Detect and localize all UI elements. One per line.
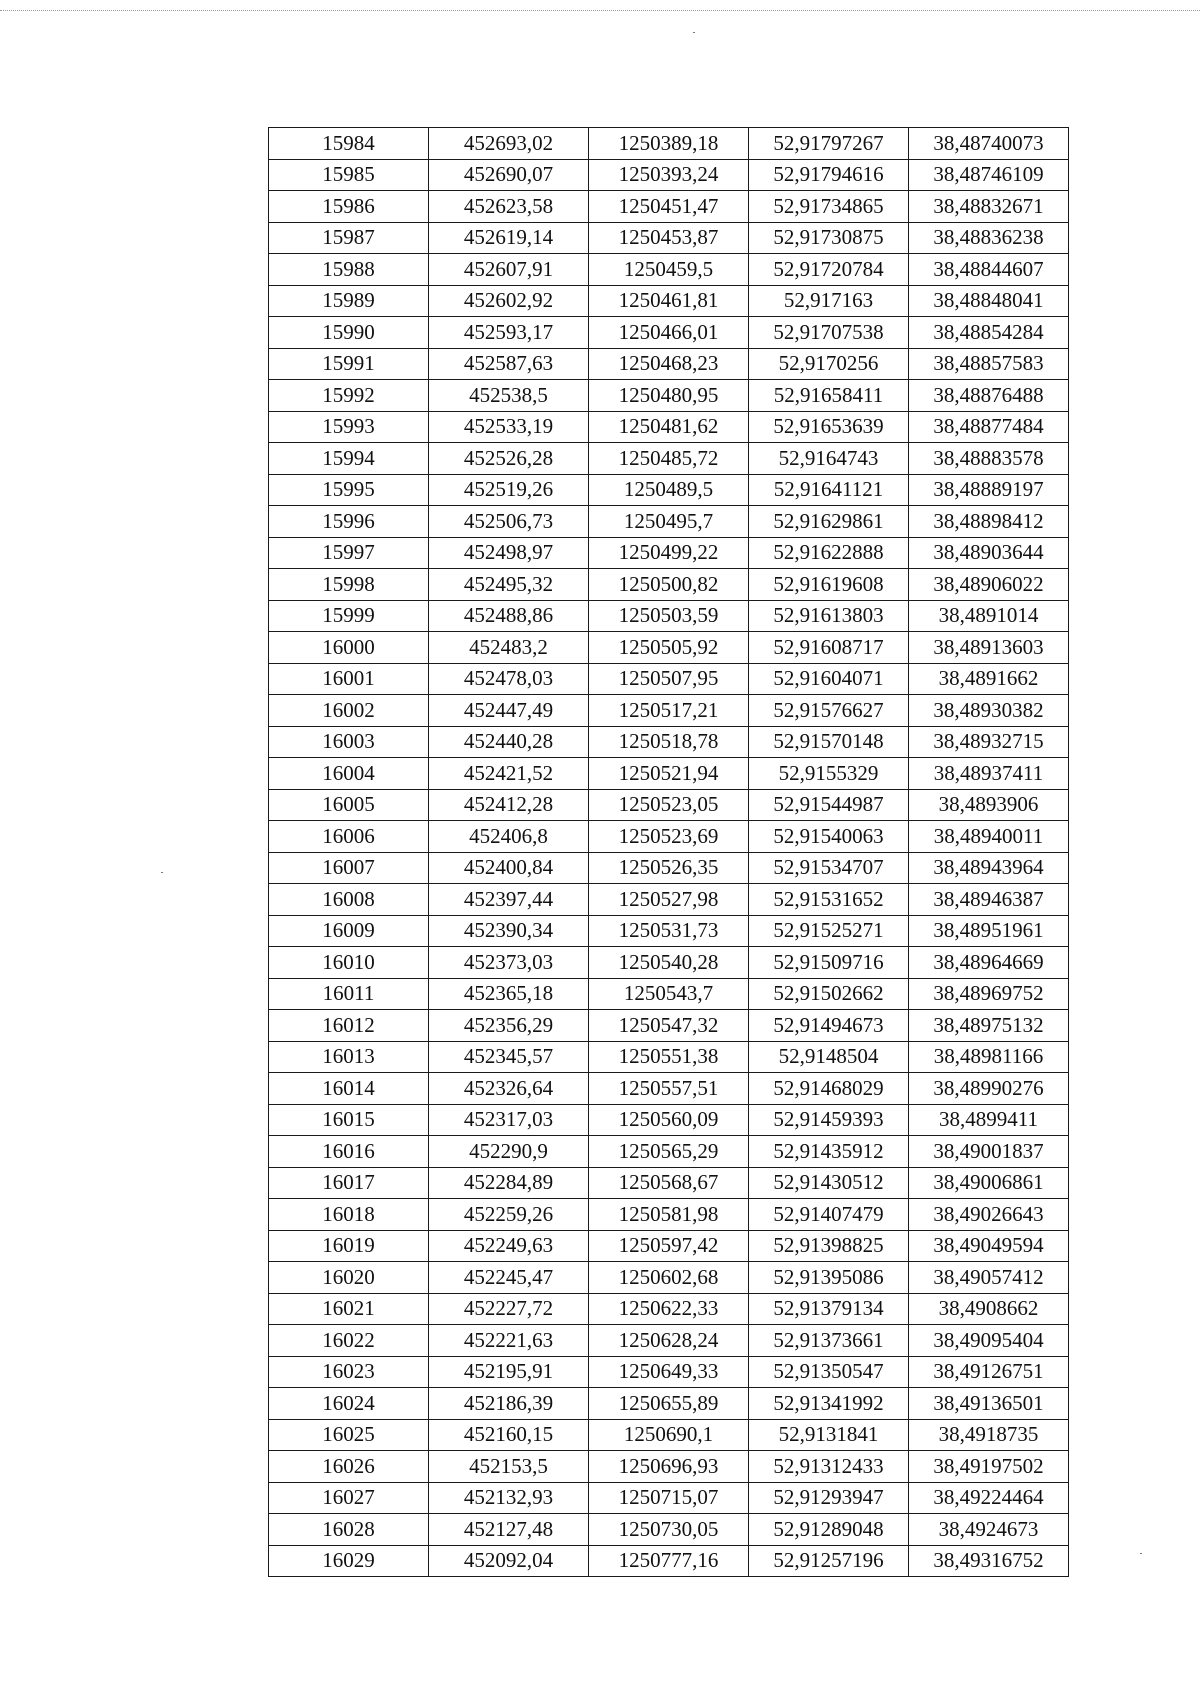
point-number-cell: 15990 [269,317,429,349]
table-row [269,978,1069,1010]
longitude-cell: 38,48969752 [909,978,1069,1010]
longitude-cell: 38,48951961 [909,915,1069,947]
point-number-cell: 16011 [269,978,429,1010]
longitude-cell: 38,4908662 [909,1293,1069,1325]
latitude-cell: 52,91459393 [749,1104,909,1136]
table-row [269,1482,1069,1514]
y-coordinate-cell: 1250628,24 [589,1325,749,1357]
y-coordinate-cell: 1250715,07 [589,1482,749,1514]
x-coordinate-cell: 452221,63 [429,1325,589,1357]
longitude-cell: 38,48746109 [909,159,1069,191]
y-coordinate-cell: 1250481,62 [589,411,749,443]
x-coordinate-cell: 452127,48 [429,1514,589,1546]
point-number-cell: 15989 [269,285,429,317]
table-row [269,222,1069,254]
latitude-cell: 52,9131841 [749,1419,909,1451]
latitude-cell: 52,91576627 [749,695,909,727]
longitude-cell: 38,48932715 [909,726,1069,758]
longitude-cell: 38,48913603 [909,632,1069,664]
point-number-cell: 15994 [269,443,429,475]
y-coordinate-cell: 1250526,35 [589,852,749,884]
point-number-cell: 15998 [269,569,429,601]
latitude-cell: 52,9164743 [749,443,909,475]
x-coordinate-cell: 452483,2 [429,632,589,664]
y-coordinate-cell: 1250518,78 [589,726,749,758]
longitude-cell: 38,48937411 [909,758,1069,790]
scan-top-edge [0,10,1200,11]
point-number-cell: 15988 [269,254,429,286]
table-row [269,1073,1069,1105]
x-coordinate-cell: 452498,97 [429,537,589,569]
point-number-cell: 16005 [269,789,429,821]
x-coordinate-cell: 452488,86 [429,600,589,632]
latitude-cell: 52,91653639 [749,411,909,443]
point-number-cell: 15986 [269,191,429,223]
longitude-cell: 38,48876488 [909,380,1069,412]
y-coordinate-cell: 1250505,92 [589,632,749,664]
latitude-cell: 52,91435912 [749,1136,909,1168]
point-number-cell: 16007 [269,852,429,884]
y-coordinate-cell: 1250461,81 [589,285,749,317]
x-coordinate-cell: 452400,84 [429,852,589,884]
longitude-cell: 38,48930382 [909,695,1069,727]
x-coordinate-cell: 452538,5 [429,380,589,412]
latitude-cell: 52,91608717 [749,632,909,664]
latitude-cell: 52,91312433 [749,1451,909,1483]
longitude-cell: 38,48854284 [909,317,1069,349]
latitude-cell: 52,91468029 [749,1073,909,1105]
latitude-cell: 52,9148504 [749,1041,909,1073]
x-coordinate-cell: 452587,63 [429,348,589,380]
x-coordinate-cell: 452495,32 [429,569,589,601]
y-coordinate-cell: 1250655,89 [589,1388,749,1420]
y-coordinate-cell: 1250489,5 [589,474,749,506]
y-coordinate-cell: 1250507,95 [589,663,749,695]
point-number-cell: 16000 [269,632,429,664]
longitude-cell: 38,48832671 [909,191,1069,223]
x-coordinate-cell: 452406,8 [429,821,589,853]
longitude-cell: 38,4891662 [909,663,1069,695]
table-row [269,1104,1069,1136]
y-coordinate-cell: 1250495,7 [589,506,749,538]
table-row [269,380,1069,412]
x-coordinate-cell: 452519,26 [429,474,589,506]
latitude-cell: 52,91734865 [749,191,909,223]
table-row [269,1010,1069,1042]
longitude-cell: 38,48946387 [909,884,1069,916]
point-number-cell: 16013 [269,1041,429,1073]
point-number-cell: 16026 [269,1451,429,1483]
table-row [269,1451,1069,1483]
latitude-cell: 52,91544987 [749,789,909,821]
latitude-cell: 52,91629861 [749,506,909,538]
scan-speck [161,872,163,873]
x-coordinate-cell: 452365,18 [429,978,589,1010]
point-number-cell: 16022 [269,1325,429,1357]
coordinates-table [268,127,1069,1577]
table-row [269,411,1069,443]
point-number-cell: 15997 [269,537,429,569]
x-coordinate-cell: 452526,28 [429,443,589,475]
point-number-cell: 15985 [269,159,429,191]
y-coordinate-cell: 1250503,59 [589,600,749,632]
x-coordinate-cell: 452160,15 [429,1419,589,1451]
y-coordinate-cell: 1250568,67 [589,1167,749,1199]
y-coordinate-cell: 1250485,72 [589,443,749,475]
longitude-cell: 38,48857583 [909,348,1069,380]
latitude-cell: 52,91613803 [749,600,909,632]
x-coordinate-cell: 452356,29 [429,1010,589,1042]
longitude-cell: 38,48898412 [909,506,1069,538]
point-number-cell: 16003 [269,726,429,758]
table-row [269,537,1069,569]
coordinates-table-body [269,128,1069,1577]
point-number-cell: 16006 [269,821,429,853]
x-coordinate-cell: 452259,26 [429,1199,589,1231]
y-coordinate-cell: 1250547,32 [589,1010,749,1042]
point-number-cell: 16017 [269,1167,429,1199]
latitude-cell: 52,91430512 [749,1167,909,1199]
y-coordinate-cell: 1250523,69 [589,821,749,853]
x-coordinate-cell: 452623,58 [429,191,589,223]
point-number-cell: 16010 [269,947,429,979]
table-row [269,506,1069,538]
y-coordinate-cell: 1250581,98 [589,1199,749,1231]
longitude-cell: 38,49095404 [909,1325,1069,1357]
point-number-cell: 16019 [269,1230,429,1262]
latitude-cell: 52,91619608 [749,569,909,601]
longitude-cell: 38,4891014 [909,600,1069,632]
y-coordinate-cell: 1250453,87 [589,222,749,254]
point-number-cell: 16004 [269,758,429,790]
y-coordinate-cell: 1250480,95 [589,380,749,412]
x-coordinate-cell: 452693,02 [429,128,589,160]
y-coordinate-cell: 1250602,68 [589,1262,749,1294]
latitude-cell: 52,91794616 [749,159,909,191]
point-number-cell: 15996 [269,506,429,538]
y-coordinate-cell: 1250466,01 [589,317,749,349]
table-row [269,1167,1069,1199]
y-coordinate-cell: 1250500,82 [589,569,749,601]
longitude-cell: 38,48740073 [909,128,1069,160]
y-coordinate-cell: 1250527,98 [589,884,749,916]
table-row [269,663,1069,695]
x-coordinate-cell: 452290,9 [429,1136,589,1168]
table-row [269,128,1069,160]
y-coordinate-cell: 1250649,33 [589,1356,749,1388]
y-coordinate-cell: 1250557,51 [589,1073,749,1105]
latitude-cell: 52,91658411 [749,380,909,412]
table-row [269,1545,1069,1577]
longitude-cell: 38,48836238 [909,222,1069,254]
longitude-cell: 38,49197502 [909,1451,1069,1483]
latitude-cell: 52,91502662 [749,978,909,1010]
x-coordinate-cell: 452195,91 [429,1356,589,1388]
table-row [269,1293,1069,1325]
longitude-cell: 38,4893906 [909,789,1069,821]
point-number-cell: 15987 [269,222,429,254]
latitude-cell: 52,91730875 [749,222,909,254]
longitude-cell: 38,49136501 [909,1388,1069,1420]
x-coordinate-cell: 452227,72 [429,1293,589,1325]
table-row [269,1262,1069,1294]
table-row [269,1356,1069,1388]
longitude-cell: 38,4924673 [909,1514,1069,1546]
y-coordinate-cell: 1250622,33 [589,1293,749,1325]
x-coordinate-cell: 452602,92 [429,285,589,317]
latitude-cell: 52,91257196 [749,1545,909,1577]
table-row [269,852,1069,884]
table-row [269,632,1069,664]
latitude-cell: 52,91494673 [749,1010,909,1042]
y-coordinate-cell: 1250521,94 [589,758,749,790]
point-number-cell: 15999 [269,600,429,632]
table-row [269,317,1069,349]
table-row [269,443,1069,475]
x-coordinate-cell: 452132,93 [429,1482,589,1514]
y-coordinate-cell: 1250531,73 [589,915,749,947]
y-coordinate-cell: 1250523,05 [589,789,749,821]
latitude-cell: 52,91622888 [749,537,909,569]
x-coordinate-cell: 452284,89 [429,1167,589,1199]
table-row [269,695,1069,727]
longitude-cell: 38,48940011 [909,821,1069,853]
y-coordinate-cell: 1250459,5 [589,254,749,286]
point-number-cell: 16023 [269,1356,429,1388]
point-number-cell: 16018 [269,1199,429,1231]
latitude-cell: 52,91604071 [749,663,909,695]
table-row [269,159,1069,191]
x-coordinate-cell: 452440,28 [429,726,589,758]
point-number-cell: 16021 [269,1293,429,1325]
coordinates-table-container [268,127,1068,1577]
latitude-cell: 52,91540063 [749,821,909,853]
table-row [269,789,1069,821]
table-row [269,1419,1069,1451]
table-row [269,254,1069,286]
longitude-cell: 38,48877484 [909,411,1069,443]
point-number-cell: 15995 [269,474,429,506]
y-coordinate-cell: 1250777,16 [589,1545,749,1577]
latitude-cell: 52,9155329 [749,758,909,790]
point-number-cell: 16012 [269,1010,429,1042]
point-number-cell: 16025 [269,1419,429,1451]
longitude-cell: 38,48975132 [909,1010,1069,1042]
table-row [269,1325,1069,1357]
table-row [269,569,1069,601]
longitude-cell: 38,48903644 [909,537,1069,569]
longitude-cell: 38,49316752 [909,1545,1069,1577]
x-coordinate-cell: 452619,14 [429,222,589,254]
point-number-cell: 15993 [269,411,429,443]
table-row [269,821,1069,853]
table-row [269,1199,1069,1231]
latitude-cell: 52,91641121 [749,474,909,506]
longitude-cell: 38,49006861 [909,1167,1069,1199]
point-number-cell: 16015 [269,1104,429,1136]
longitude-cell: 38,48883578 [909,443,1069,475]
longitude-cell: 38,48981166 [909,1041,1069,1073]
point-number-cell: 16024 [269,1388,429,1420]
x-coordinate-cell: 452249,63 [429,1230,589,1262]
table-row [269,1230,1069,1262]
y-coordinate-cell: 1250540,28 [589,947,749,979]
x-coordinate-cell: 452506,73 [429,506,589,538]
latitude-cell: 52,91509716 [749,947,909,979]
latitude-cell: 52,91720784 [749,254,909,286]
y-coordinate-cell: 1250730,05 [589,1514,749,1546]
x-coordinate-cell: 452317,03 [429,1104,589,1136]
x-coordinate-cell: 452478,03 [429,663,589,695]
longitude-cell: 38,48844607 [909,254,1069,286]
point-number-cell: 16014 [269,1073,429,1105]
latitude-cell: 52,91379134 [749,1293,909,1325]
table-row [269,191,1069,223]
longitude-cell: 38,48889197 [909,474,1069,506]
table-row [269,884,1069,916]
x-coordinate-cell: 452412,28 [429,789,589,821]
latitude-cell: 52,91797267 [749,128,909,160]
table-row [269,1514,1069,1546]
point-number-cell: 16016 [269,1136,429,1168]
point-number-cell: 16009 [269,915,429,947]
latitude-cell: 52,91531652 [749,884,909,916]
y-coordinate-cell: 1250565,29 [589,1136,749,1168]
x-coordinate-cell: 452092,04 [429,1545,589,1577]
latitude-cell: 52,91373661 [749,1325,909,1357]
point-number-cell: 16028 [269,1514,429,1546]
latitude-cell: 52,91407479 [749,1199,909,1231]
latitude-cell: 52,91525271 [749,915,909,947]
longitude-cell: 38,4918735 [909,1419,1069,1451]
longitude-cell: 38,49049594 [909,1230,1069,1262]
latitude-cell: 52,91395086 [749,1262,909,1294]
table-row [269,285,1069,317]
y-coordinate-cell: 1250597,42 [589,1230,749,1262]
latitude-cell: 52,91570148 [749,726,909,758]
longitude-cell: 38,49126751 [909,1356,1069,1388]
y-coordinate-cell: 1250499,22 [589,537,749,569]
table-row [269,726,1069,758]
x-coordinate-cell: 452245,47 [429,1262,589,1294]
longitude-cell: 38,48943964 [909,852,1069,884]
x-coordinate-cell: 452345,57 [429,1041,589,1073]
point-number-cell: 16008 [269,884,429,916]
y-coordinate-cell: 1250389,18 [589,128,749,160]
scan-speck [693,32,695,33]
longitude-cell: 38,49001837 [909,1136,1069,1168]
point-number-cell: 16001 [269,663,429,695]
y-coordinate-cell: 1250696,93 [589,1451,749,1483]
latitude-cell: 52,91398825 [749,1230,909,1262]
x-coordinate-cell: 452397,44 [429,884,589,916]
longitude-cell: 38,49026643 [909,1199,1069,1231]
x-coordinate-cell: 452690,07 [429,159,589,191]
table-row [269,1136,1069,1168]
table-row [269,1041,1069,1073]
longitude-cell: 38,48964669 [909,947,1069,979]
latitude-cell: 52,917163 [749,285,909,317]
longitude-cell: 38,4899411 [909,1104,1069,1136]
x-coordinate-cell: 452326,64 [429,1073,589,1105]
y-coordinate-cell: 1250690,1 [589,1419,749,1451]
point-number-cell: 15991 [269,348,429,380]
scan-speck [1140,1553,1142,1554]
longitude-cell: 38,48990276 [909,1073,1069,1105]
latitude-cell: 52,91289048 [749,1514,909,1546]
x-coordinate-cell: 452421,52 [429,758,589,790]
longitude-cell: 38,49224464 [909,1482,1069,1514]
latitude-cell: 52,9170256 [749,348,909,380]
longitude-cell: 38,48906022 [909,569,1069,601]
x-coordinate-cell: 452186,39 [429,1388,589,1420]
x-coordinate-cell: 452153,5 [429,1451,589,1483]
latitude-cell: 52,91707538 [749,317,909,349]
table-row [269,915,1069,947]
y-coordinate-cell: 1250543,7 [589,978,749,1010]
latitude-cell: 52,91534707 [749,852,909,884]
table-row [269,474,1069,506]
table-row [269,758,1069,790]
table-row [269,1388,1069,1420]
point-number-cell: 16027 [269,1482,429,1514]
latitude-cell: 52,91350547 [749,1356,909,1388]
table-row [269,348,1069,380]
x-coordinate-cell: 452390,34 [429,915,589,947]
point-number-cell: 15992 [269,380,429,412]
point-number-cell: 16002 [269,695,429,727]
x-coordinate-cell: 452447,49 [429,695,589,727]
y-coordinate-cell: 1250517,21 [589,695,749,727]
point-number-cell: 15984 [269,128,429,160]
x-coordinate-cell: 452607,91 [429,254,589,286]
y-coordinate-cell: 1250468,23 [589,348,749,380]
longitude-cell: 38,48848041 [909,285,1069,317]
y-coordinate-cell: 1250551,38 [589,1041,749,1073]
y-coordinate-cell: 1250393,24 [589,159,749,191]
point-number-cell: 16029 [269,1545,429,1577]
table-row [269,600,1069,632]
x-coordinate-cell: 452593,17 [429,317,589,349]
x-coordinate-cell: 452373,03 [429,947,589,979]
x-coordinate-cell: 452533,19 [429,411,589,443]
table-row [269,947,1069,979]
y-coordinate-cell: 1250560,09 [589,1104,749,1136]
latitude-cell: 52,91293947 [749,1482,909,1514]
longitude-cell: 38,49057412 [909,1262,1069,1294]
y-coordinate-cell: 1250451,47 [589,191,749,223]
point-number-cell: 16020 [269,1262,429,1294]
latitude-cell: 52,91341992 [749,1388,909,1420]
